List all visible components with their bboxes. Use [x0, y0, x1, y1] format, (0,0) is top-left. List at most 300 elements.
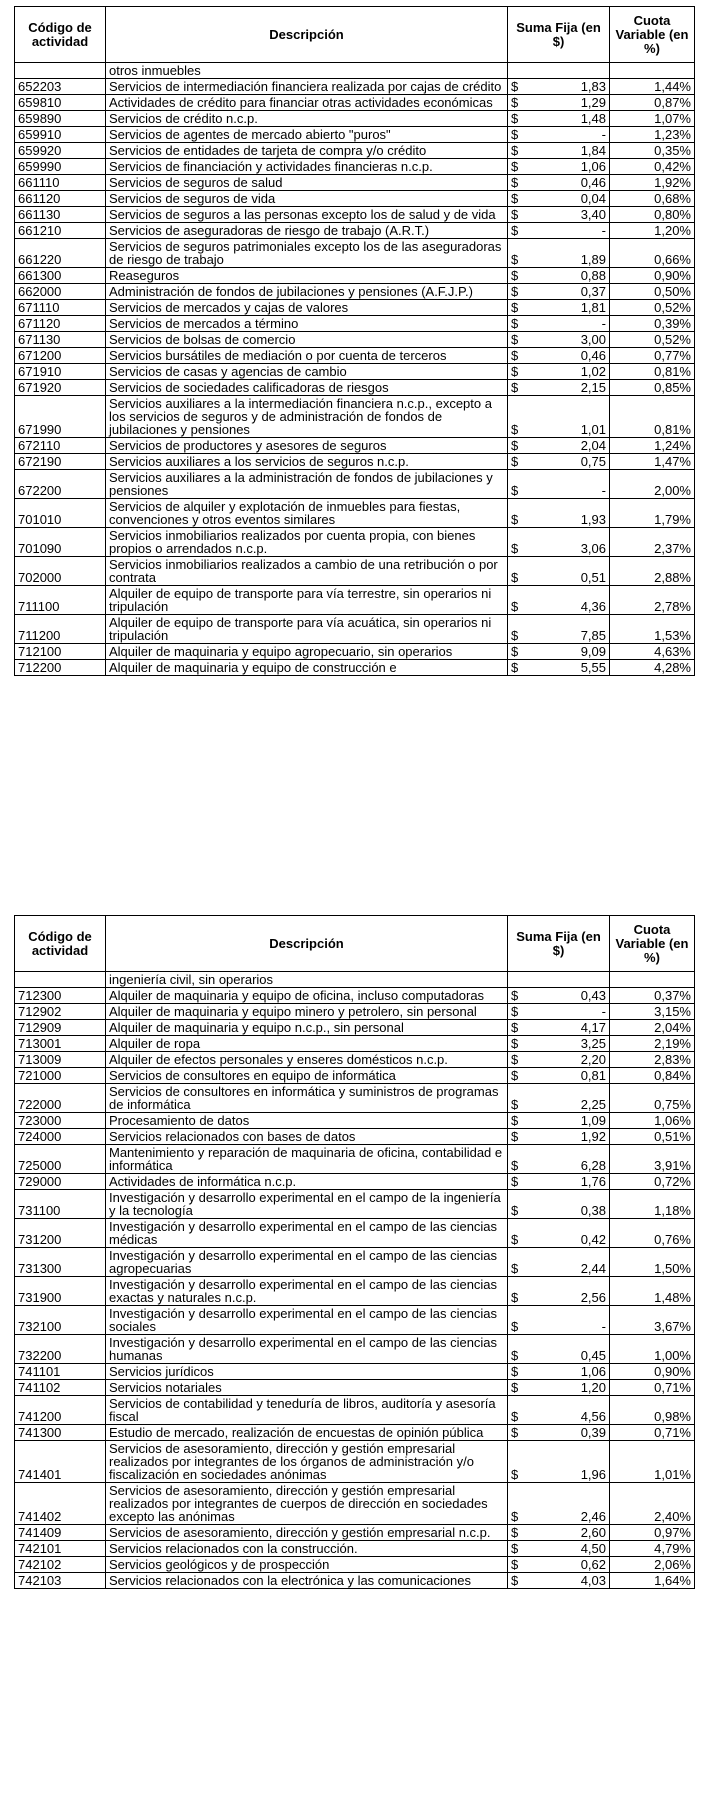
- activity-code: 741401: [15, 1441, 106, 1483]
- suma-fija-value: 2,44: [580, 1261, 606, 1276]
- activity-description: Servicios de productores y asesores de seguros: [106, 438, 508, 454]
- table-row: [15, 1248, 695, 1277]
- currency-symbol: $: [511, 1129, 519, 1144]
- suma-fija-cell: [508, 528, 610, 557]
- suma-fija-value: 1,09: [580, 1113, 606, 1128]
- cuota-variable-value: 1,79%: [610, 499, 695, 528]
- table-row: [15, 79, 695, 95]
- suma-fija-value: 9,09: [580, 644, 606, 659]
- activity-description: Mantenimiento y reparación de maquinaria de oficina, contabilidad e informática: [106, 1145, 508, 1174]
- cuota-variable-value: 0,98%: [610, 1396, 695, 1425]
- suma-fija-cell: [508, 1573, 610, 1589]
- header-cuota-variable: Cuota Variable (en %): [610, 7, 695, 63]
- table-row: [15, 586, 695, 615]
- cuota-variable-value: 1,48%: [610, 1277, 695, 1306]
- suma-fija-value: 4,17: [580, 1020, 606, 1035]
- activity-code: 659990: [15, 159, 106, 175]
- suma-fija-value: 0,88: [580, 268, 606, 283]
- suma-fija-value: 3,25: [580, 1036, 606, 1051]
- header-code: Código de actividad: [15, 7, 106, 63]
- suma-fija-value: 1,84: [580, 143, 606, 158]
- cuota-variable-value: 0,76%: [610, 1219, 695, 1248]
- currency-symbol: $: [511, 1557, 519, 1572]
- suma-fija-cell: [508, 1525, 610, 1541]
- suma-fija-cell: [508, 1396, 610, 1425]
- suma-fija-value: -: [601, 223, 606, 238]
- table-row: [15, 284, 695, 300]
- table-row: [15, 1557, 695, 1573]
- suma-fija-cell: [508, 644, 610, 660]
- suma-fija-value: 2,25: [580, 1097, 606, 1112]
- suma-fija-value: 4,36: [580, 599, 606, 614]
- cuota-variable-value: 1,00%: [610, 1335, 695, 1364]
- suma-fija-value: -: [601, 1319, 606, 1334]
- activity-description: Servicios auxiliares a la administración de fondos de jubilaciones y pensiones: [106, 470, 508, 499]
- activity-code: 713009: [15, 1052, 106, 1068]
- table-row: [15, 1483, 695, 1525]
- suma-fija-value: 7,85: [580, 628, 606, 643]
- currency-symbol: $: [511, 143, 519, 158]
- cuota-variable-value: 4,63%: [610, 644, 695, 660]
- currency-symbol: $: [511, 1573, 519, 1588]
- suma-fija-cell: [508, 1306, 610, 1335]
- currency-symbol: $: [511, 512, 519, 527]
- cuota-variable-value: 0,35%: [610, 143, 695, 159]
- activity-description: Alquiler de efectos personales y enseres domésticos n.c.p.: [106, 1052, 508, 1068]
- activity-code: 722000: [15, 1084, 106, 1113]
- table-header-row: [15, 916, 695, 972]
- activity-code: 721000: [15, 1068, 106, 1084]
- table-row: [15, 499, 695, 528]
- table-row: [15, 95, 695, 111]
- cuota-variable-value: 0,85%: [610, 380, 695, 396]
- suma-fija-cell: [508, 470, 610, 499]
- cuota-variable-value: 0,39%: [610, 316, 695, 332]
- suma-fija-value: 0,51: [580, 570, 606, 585]
- currency-symbol: $: [511, 1290, 519, 1305]
- currency-symbol: $: [511, 348, 519, 363]
- table-row: [15, 1174, 695, 1190]
- currency-symbol: $: [511, 1261, 519, 1276]
- currency-symbol: $: [511, 191, 519, 206]
- cuota-variable-value: 0,84%: [610, 1068, 695, 1084]
- cuota-variable-value: 1,50%: [610, 1248, 695, 1277]
- table-row: [15, 300, 695, 316]
- activity-description: Servicios relacionados con bases de datos: [106, 1129, 508, 1145]
- table-row: [15, 111, 695, 127]
- currency-symbol: $: [511, 1364, 519, 1379]
- suma-fija-cell: [508, 988, 610, 1004]
- cuota-variable-value: 1,24%: [610, 438, 695, 454]
- table-row: [15, 1306, 695, 1335]
- activity-code: 741300: [15, 1425, 106, 1441]
- cuota-variable-value: 3,15%: [610, 1004, 695, 1020]
- table-row: [15, 364, 695, 380]
- activity-code: 661220: [15, 239, 106, 268]
- table-row: [15, 528, 695, 557]
- activity-code: 713001: [15, 1036, 106, 1052]
- activity-description: Actividades de crédito para financiar otras actividades económicas: [106, 95, 508, 111]
- table-row: [15, 143, 695, 159]
- table-row: [15, 988, 695, 1004]
- header-description: Descripción: [106, 7, 508, 63]
- activity-description: Servicios de aseguradoras de riesgo de trabajo (A.R.T.): [106, 223, 508, 239]
- activity-description: Servicios de casas y agencias de cambio: [106, 364, 508, 380]
- currency-symbol: $: [511, 332, 519, 347]
- table-row: [15, 1541, 695, 1557]
- activity-code: 712300: [15, 988, 106, 1004]
- currency-symbol: $: [511, 1036, 519, 1051]
- suma-fija-cell: [508, 127, 610, 143]
- currency-symbol: $: [511, 570, 519, 585]
- activity-description: Alquiler de ropa: [106, 1036, 508, 1052]
- currency-symbol: $: [511, 284, 519, 299]
- activity-description: Servicios bursátiles de mediación o por cuenta de terceros: [106, 348, 508, 364]
- cuota-variable-value: 0,81%: [610, 396, 695, 438]
- currency-symbol: $: [511, 628, 519, 643]
- activity-description: otros inmuebles: [106, 63, 508, 79]
- cuota-variable-value: 2,83%: [610, 1052, 695, 1068]
- currency-symbol: $: [511, 1541, 519, 1556]
- currency-symbol: $: [511, 1174, 519, 1189]
- suma-fija-value: 0,45: [580, 1348, 606, 1363]
- currency-symbol: $: [511, 1409, 519, 1424]
- cuota-variable-value: 0,90%: [610, 268, 695, 284]
- cuota-variable-value: 0,81%: [610, 364, 695, 380]
- table-body: [15, 63, 695, 676]
- suma-fija-value: 1,48: [580, 111, 606, 126]
- suma-fija-cell: [508, 1248, 610, 1277]
- suma-fija-cell: [508, 586, 610, 615]
- currency-symbol: $: [511, 300, 519, 315]
- activity-description: Servicios de alquiler y explotación de inmuebles para fiestas, convenciones y otros eventos similares: [106, 499, 508, 528]
- suma-fija-value: 0,75: [580, 454, 606, 469]
- activity-code: 742102: [15, 1557, 106, 1573]
- suma-fija-value: 0,39: [580, 1425, 606, 1440]
- suma-fija-cell: [508, 1380, 610, 1396]
- suma-fija-value: 0,42: [580, 1232, 606, 1247]
- table-row: [15, 207, 695, 223]
- suma-fija-cell: [508, 1441, 610, 1483]
- currency-symbol: $: [511, 1203, 519, 1218]
- currency-symbol: $: [511, 1425, 519, 1440]
- suma-fija-value: 2,20: [580, 1052, 606, 1067]
- activity-description: Servicios de bolsas de comercio: [106, 332, 508, 348]
- table-row: [15, 239, 695, 268]
- suma-fija-cell: [508, 268, 610, 284]
- suma-fija-cell: [508, 300, 610, 316]
- suma-fija-value: 0,37: [580, 284, 606, 299]
- activity-description: Servicios de asesoramiento, dirección y gestión empresarial realizados por integrantes de cuerpos de dirección en sociedades excepto las anónimas: [106, 1483, 508, 1525]
- suma-fija-value: 4,56: [580, 1409, 606, 1424]
- activity-description: Servicios auxiliares a la intermediación financiera n.c.p., excepto a los servicios de seguros y de administración de fondos de jubilaciones y pensiones: [106, 396, 508, 438]
- table-row: [15, 1425, 695, 1441]
- cuota-variable-value: 2,00%: [610, 470, 695, 499]
- table-row: [15, 1573, 695, 1589]
- header-suma-fija: Suma Fija (en $): [508, 916, 610, 972]
- suma-fija-value: 4,50: [580, 1541, 606, 1556]
- activity-description: ingeniería civil, sin operarios: [106, 972, 508, 988]
- activity-code: 712100: [15, 644, 106, 660]
- suma-fija-cell: [508, 1129, 610, 1145]
- activity-code: 712200: [15, 660, 106, 676]
- cuota-variable-value: 0,77%: [610, 348, 695, 364]
- cuota-variable-value: 0,75%: [610, 1084, 695, 1113]
- suma-fija-value: 0,62: [580, 1557, 606, 1572]
- activity-description: Alquiler de maquinaria y equipo minero y petrolero, sin personal: [106, 1004, 508, 1020]
- suma-fija-cell: [508, 1483, 610, 1525]
- suma-fija-cell: [508, 364, 610, 380]
- suma-fija-cell: [508, 1541, 610, 1557]
- suma-fija-cell: [508, 143, 610, 159]
- suma-fija-cell: [508, 1190, 610, 1219]
- table-row: [15, 1145, 695, 1174]
- activity-description: Investigación y desarrollo experimental en el campo de las ciencias exactas y naturales n.c.p.: [106, 1277, 508, 1306]
- currency-symbol: $: [511, 252, 519, 267]
- cuota-variable-value: 0,68%: [610, 191, 695, 207]
- suma-fija-value: 3,06: [580, 541, 606, 556]
- suma-fija-cell: [508, 1084, 610, 1113]
- suma-fija-cell: [508, 1364, 610, 1380]
- activity-code: 671110: [15, 300, 106, 316]
- activity-description: Servicios de seguros a las personas excepto los de salud y de vida: [106, 207, 508, 223]
- activity-description: Servicios de mercados a término: [106, 316, 508, 332]
- table-row: [15, 396, 695, 438]
- activity-description: Investigación y desarrollo experimental en el campo de las ciencias médicas: [106, 1219, 508, 1248]
- currency-symbol: $: [511, 207, 519, 222]
- currency-symbol: $: [511, 483, 519, 498]
- activity-description: Procesamiento de datos: [106, 1113, 508, 1129]
- suma-fija-cell: [508, 79, 610, 95]
- table-row: [15, 644, 695, 660]
- table-header-row: [15, 7, 695, 63]
- cuota-variable-value: 2,88%: [610, 557, 695, 586]
- activity-table-1: [14, 6, 695, 676]
- activity-description: Investigación y desarrollo experimental en el campo de la ingeniería y la tecnología: [106, 1190, 508, 1219]
- activity-code: 661120: [15, 191, 106, 207]
- activity-description: Investigación y desarrollo experimental en el campo de las ciencias humanas: [106, 1335, 508, 1364]
- suma-fija-value: 0,81: [580, 1068, 606, 1083]
- suma-fija-value: -: [601, 127, 606, 142]
- activity-description: Servicios de contabilidad y teneduría de libros, auditoría y asesoría fiscal: [106, 1396, 508, 1425]
- suma-fija-cell: [508, 1145, 610, 1174]
- table-row: [15, 1441, 695, 1483]
- suma-fija-cell: [508, 1174, 610, 1190]
- suma-fija-value: -: [601, 316, 606, 331]
- activity-code: 701090: [15, 528, 106, 557]
- activity-code: 652203: [15, 79, 106, 95]
- suma-fija-value: 0,43: [580, 988, 606, 1003]
- cuota-variable-value: 0,52%: [610, 332, 695, 348]
- activity-code: 712902: [15, 1004, 106, 1020]
- suma-fija-value: 3,00: [580, 332, 606, 347]
- activity-code: 731100: [15, 1190, 106, 1219]
- activity-code: 659920: [15, 143, 106, 159]
- activity-description: Alquiler de maquinaria y equipo n.c.p., sin personal: [106, 1020, 508, 1036]
- cuota-variable-value: 1,20%: [610, 223, 695, 239]
- activity-description: Servicios de financiación y actividades financieras n.c.p.: [106, 159, 508, 175]
- activity-code: 661210: [15, 223, 106, 239]
- currency-symbol: $: [511, 1348, 519, 1363]
- activity-description: Investigación y desarrollo experimental en el campo de las ciencias agropecuarias: [106, 1248, 508, 1277]
- cuota-variable-value: 0,71%: [610, 1425, 695, 1441]
- suma-fija-value: 2,46: [580, 1509, 606, 1524]
- suma-fija-value: 4,03: [580, 1573, 606, 1588]
- activity-description: Servicios de sociedades calificadoras de riesgos: [106, 380, 508, 396]
- currency-symbol: $: [511, 159, 519, 174]
- cuota-variable-value: 1,92%: [610, 175, 695, 191]
- suma-fija-value: 1,76: [580, 1174, 606, 1189]
- cuota-variable-value: [610, 63, 695, 79]
- suma-fija-cell: [508, 380, 610, 396]
- table-row: [15, 1084, 695, 1113]
- currency-symbol: $: [511, 438, 519, 453]
- activity-description: Actividades de informática n.c.p.: [106, 1174, 508, 1190]
- activity-code: 711200: [15, 615, 106, 644]
- activity-code: 712909: [15, 1020, 106, 1036]
- currency-symbol: $: [511, 1158, 519, 1173]
- table-row: [15, 191, 695, 207]
- suma-fija-cell: [508, 191, 610, 207]
- header-suma-fija: Suma Fija (en $): [508, 7, 610, 63]
- table-row: [15, 1219, 695, 1248]
- currency-symbol: $: [511, 268, 519, 283]
- activity-code: 672200: [15, 470, 106, 499]
- currency-symbol: $: [511, 1319, 519, 1334]
- activity-description: Servicios de asesoramiento, dirección y gestión empresarial n.c.p.: [106, 1525, 508, 1541]
- suma-fija-value: -: [601, 1004, 606, 1019]
- activity-description: Servicios de mercados y cajas de valores: [106, 300, 508, 316]
- suma-fija-value: 1,06: [580, 159, 606, 174]
- cuota-variable-value: 3,67%: [610, 1306, 695, 1335]
- suma-fija-cell: [508, 1036, 610, 1052]
- activity-code: 702000: [15, 557, 106, 586]
- cuota-variable-value: 0,37%: [610, 988, 695, 1004]
- cuota-variable-value: 0,50%: [610, 284, 695, 300]
- suma-fija-value: 2,04: [580, 438, 606, 453]
- currency-symbol: $: [511, 111, 519, 126]
- activity-description: Servicios de agentes de mercado abierto "puros": [106, 127, 508, 143]
- activity-description: Servicios de seguros de vida: [106, 191, 508, 207]
- cuota-variable-value: 0,42%: [610, 159, 695, 175]
- cuota-variable-value: 3,91%: [610, 1145, 695, 1174]
- suma-fija-cell: [508, 1219, 610, 1248]
- activity-code: 671910: [15, 364, 106, 380]
- activity-description: Servicios auxiliares a los servicios de seguros n.c.p.: [106, 454, 508, 470]
- suma-fija-value: 1,02: [580, 364, 606, 379]
- suma-fija-value: 1,29: [580, 95, 606, 110]
- suma-fija-cell: [508, 348, 610, 364]
- suma-fija-value: 1,06: [580, 1364, 606, 1379]
- cuota-variable-value: 1,44%: [610, 79, 695, 95]
- cuota-variable-value: 0,90%: [610, 1364, 695, 1380]
- table-row: [15, 1335, 695, 1364]
- table-row: [15, 268, 695, 284]
- suma-fija-cell: [508, 1068, 610, 1084]
- suma-fija-value: 1,92: [580, 1129, 606, 1144]
- table-row: [15, 127, 695, 143]
- currency-symbol: $: [511, 316, 519, 331]
- activity-code: 741409: [15, 1525, 106, 1541]
- activity-code: 671130: [15, 332, 106, 348]
- suma-fija-cell: [508, 1052, 610, 1068]
- cuota-variable-value: 0,71%: [610, 1380, 695, 1396]
- table-row: [15, 348, 695, 364]
- activity-description: Alquiler de equipo de transporte para vía terrestre, sin operarios ni tripulación: [106, 586, 508, 615]
- table-row: [15, 454, 695, 470]
- activity-description: Servicios de consultores en informática y suministros de programas de informática: [106, 1084, 508, 1113]
- currency-symbol: $: [511, 1113, 519, 1128]
- cuota-variable-value: 1,53%: [610, 615, 695, 644]
- suma-fija-value: -: [601, 483, 606, 498]
- activity-description: Reaseguros: [106, 268, 508, 284]
- activity-description: Investigación y desarrollo experimental en el campo de las ciencias sociales: [106, 1306, 508, 1335]
- table-row: [15, 159, 695, 175]
- currency-symbol: $: [511, 1509, 519, 1524]
- cuota-variable-value: 2,40%: [610, 1483, 695, 1525]
- suma-fija-value: 3,40: [580, 207, 606, 222]
- activity-code: 661130: [15, 207, 106, 223]
- activity-code: 729000: [15, 1174, 106, 1190]
- cuota-variable-value: 2,04%: [610, 1020, 695, 1036]
- currency-symbol: $: [511, 79, 519, 94]
- cuota-variable-value: 4,79%: [610, 1541, 695, 1557]
- suma-fija-cell: [508, 660, 610, 676]
- currency-symbol: $: [511, 1097, 519, 1112]
- currency-symbol: $: [511, 223, 519, 238]
- activity-code: 731200: [15, 1219, 106, 1248]
- activity-description: Servicios de consultores en equipo de informática: [106, 1068, 508, 1084]
- activity-code: 741402: [15, 1483, 106, 1525]
- cuota-variable-value: 1,01%: [610, 1441, 695, 1483]
- table-row: [15, 1052, 695, 1068]
- activity-description: Servicios de seguros patrimoniales excepto los de las aseguradoras de riesgo de trabajo: [106, 239, 508, 268]
- suma-fija-cell: [508, 1425, 610, 1441]
- cuota-variable-value: 2,19%: [610, 1036, 695, 1052]
- currency-symbol: $: [511, 175, 519, 190]
- currency-symbol: $: [511, 1020, 519, 1035]
- activity-description: Servicios inmobiliarios realizados a cambio de una retribución o por contrata: [106, 557, 508, 586]
- suma-fija-value: 1,83: [580, 79, 606, 94]
- activity-code: 671200: [15, 348, 106, 364]
- activity-table-2: [14, 915, 695, 1589]
- activity-code: 742103: [15, 1573, 106, 1589]
- suma-fija-cell: [508, 1020, 610, 1036]
- currency-symbol: $: [511, 364, 519, 379]
- cuota-variable-value: 2,78%: [610, 586, 695, 615]
- suma-fija-value: 2,56: [580, 1290, 606, 1305]
- currency-symbol: $: [511, 599, 519, 614]
- suma-fija-cell: [508, 1335, 610, 1364]
- activity-code: 741101: [15, 1364, 106, 1380]
- header-description: Descripción: [106, 916, 508, 972]
- suma-fija-cell: [508, 1113, 610, 1129]
- activity-description: Administración de fondos de jubilaciones y pensiones (A.F.J.P.): [106, 284, 508, 300]
- table-row: [15, 557, 695, 586]
- currency-symbol: $: [511, 380, 519, 395]
- cuota-variable-value: 0,87%: [610, 95, 695, 111]
- currency-symbol: $: [511, 1525, 519, 1540]
- currency-symbol: $: [511, 1380, 519, 1395]
- currency-symbol: $: [511, 95, 519, 110]
- activity-code: [15, 972, 106, 988]
- activity-code: 741102: [15, 1380, 106, 1396]
- currency-symbol: $: [511, 1467, 519, 1482]
- suma-fija-cell: [508, 95, 610, 111]
- suma-fija-cell: [508, 1557, 610, 1573]
- table-row: [15, 1020, 695, 1036]
- cuota-variable-value: 2,06%: [610, 1557, 695, 1573]
